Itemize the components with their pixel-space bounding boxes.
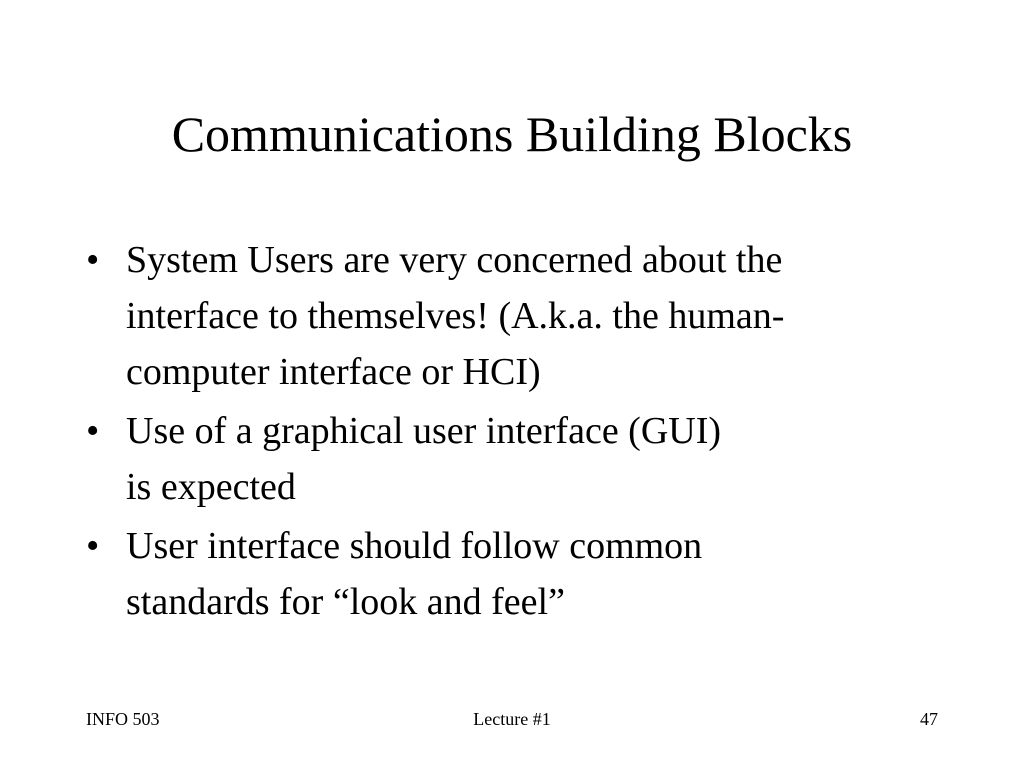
footer-course: INFO 503	[86, 709, 160, 729]
bullet-line: standards for “look and feel”	[126, 581, 565, 623]
bullet-item-3	[86, 518, 966, 630]
bullet-icon: •	[86, 525, 100, 567]
bullet-line: interface to themselves! (A.k.a. the human-	[126, 295, 785, 337]
slide-title: Communications Building Blocks	[171, 106, 853, 162]
bullet-line: User interface should follow common	[126, 525, 703, 567]
bullet-icon: •	[86, 239, 100, 281]
bullet-line: is expected	[126, 466, 296, 508]
bullet-list	[86, 232, 966, 633]
bullet-line: System Users are very concerned about the	[126, 239, 783, 281]
bullet-item-1	[86, 232, 966, 400]
bullet-line: Use of a graphical user interface (GUI)	[126, 410, 722, 452]
bullet-item-2	[86, 403, 966, 515]
footer-lecture: Lecture #1	[473, 709, 551, 729]
slide-number: 47	[920, 709, 938, 729]
bullet-icon: •	[86, 410, 100, 452]
bullet-line: computer interface or HCI)	[126, 351, 541, 393]
